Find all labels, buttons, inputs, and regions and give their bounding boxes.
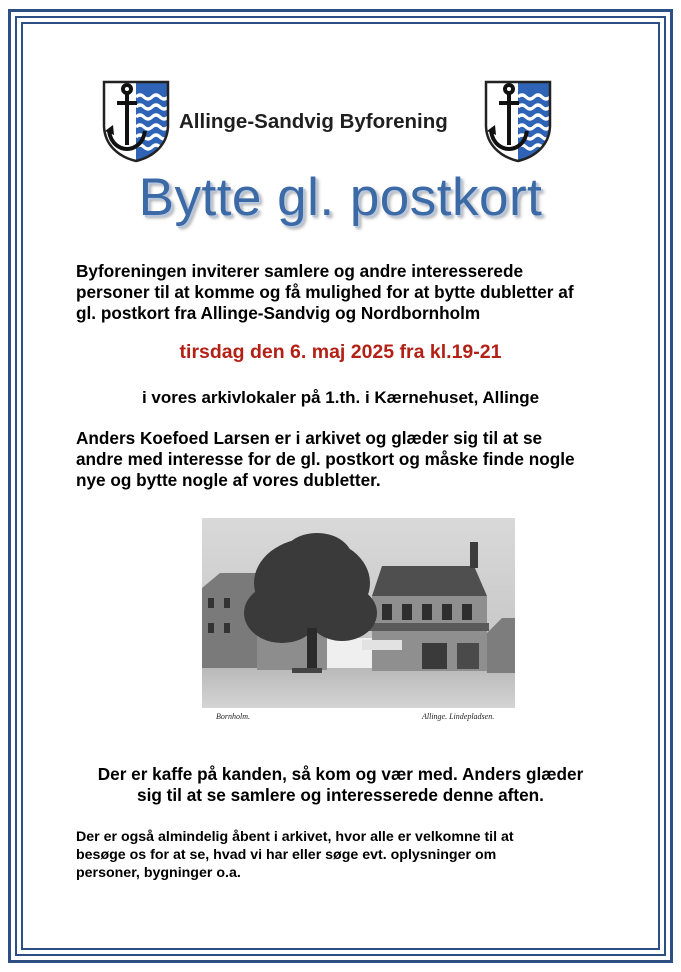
intro-line: gl. postkort fra Allinge-Sandvig og Nordbornholm [76,303,481,323]
intro-line: personer til at komme og få mulighed for at bytte dubletter af [76,282,574,302]
event-date: tirsdag den 6. maj 2025 fra kl.19-21 [179,341,502,363]
host-line: andre med interesse for de gl. postkort og måske finde nogle [76,449,575,469]
open-archive-line: Der er også almindelig åbent i arkivet, hvor alle er velkomne til at [76,829,514,845]
coffee-paragraph [0,764,681,806]
open-archive-line: besøge os for at se, hvad vi har eller søge evt. oplysninger om [76,847,497,863]
postcard-photo [202,518,515,724]
anchor-crest-icon [483,79,553,163]
coffee-line: Der er kaffe på kanden, så kom og vær med. Anders glæder [97,764,584,784]
photo-caption-right: Allinge. Lindepladsen. [422,712,495,721]
open-archive-paragraph [76,828,656,882]
anchor-crest-icon [101,79,171,163]
organization-name: Allinge-Sandvig Byforening [179,110,448,133]
host-paragraph [76,428,656,491]
coffee-line: sig til at se samlere og interesserede denne aften. [137,785,544,805]
host-line: Anders Koefoed Larsen er i arkivet og glæder sig til at se [76,428,543,448]
headline: Bytte gl. postkort [138,168,543,227]
open-archive-line: personer, bygninger o.a. [76,865,241,881]
event-location: i vores arkivlokaler på 1.th. i Kærnehuset, Allinge [141,388,540,407]
intro-paragraph [76,261,636,324]
intro-line: Byforeningen inviterer samlere og andre interesserede [76,261,524,281]
photo-caption-left: Bornholm. [216,712,250,721]
host-line: nye og bytte nogle af vores dubletter. [76,470,381,490]
